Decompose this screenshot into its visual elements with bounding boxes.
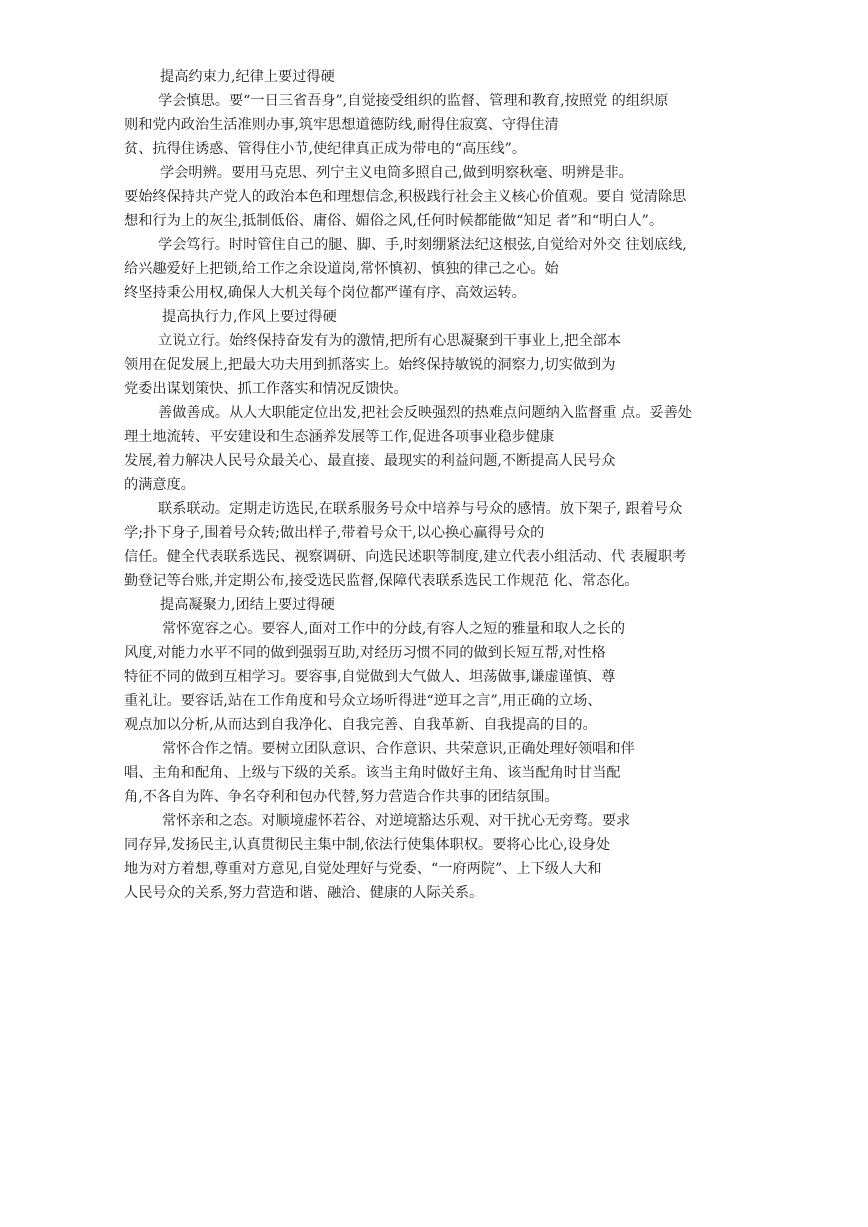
paragraph-line: 勤登记等台账,并定期公布,接受选民监督,保障代表联系选民工作规范 化、常态化。 bbox=[124, 573, 639, 589]
paragraph-line: 同存异,发扬民主,认真贯彻民主集中制,依法行使集体职权。要将心比心,设身处 bbox=[124, 837, 611, 853]
paragraph-line: 重礼让。要容话,站在工作角度和号众立场听得进“逆耳之言”,用正确的立场、 bbox=[124, 693, 602, 709]
paragraph-line: 学会慎思。要“一日三省吾身”,自觉接受组织的监督、管理和教育,按照党 的组织原 bbox=[158, 93, 669, 109]
paragraph-line: 观点加以分析,从而达到自我净化、自我完善、自我革新、自我提高的目的。 bbox=[124, 717, 597, 733]
paragraph-line: 常怀亲和之态。对顺境虚怀若谷、对逆境豁达乐观、对干扰心无旁骛。要求 bbox=[162, 813, 631, 829]
paragraph-line: 党委出谋划策快、抓工作落实和情况反馈快。 bbox=[124, 381, 408, 397]
paragraph-line: 想和行为上的灰尘,抵制低俗、庸俗、媚俗之风,任何时候都能做“知足 者”和“明白人”。 bbox=[124, 213, 664, 229]
paragraph-line: 终坚持秉公用权,确保人大机关每个岗位都严谨有序、高效运转。 bbox=[124, 285, 526, 301]
paragraph-line: 联系联动。定期走访选民,在联系服务号众中培养与号众的感情。放下架子, 跟着号众 bbox=[158, 501, 683, 517]
paragraph-line: 学会笃行。时时管住自己的腿、脚、手,时刻绷紧法纪这根弦,自觉给对外交 往划底线, bbox=[158, 237, 687, 253]
paragraph-line: 常怀合作之情。要树立团队意识、合作意识、共荣意识,正确处理好领唱和伴 bbox=[162, 741, 635, 757]
paragraph-line: 学;扑下身子,围着号众转;做出样子,带着号众干,以心换心赢得号众的 bbox=[124, 525, 545, 541]
paragraph-line: 善做善成。从人大职能定位出发,把社会反映强烈的热难点问题纳入监督重 点。妥善处 bbox=[158, 405, 692, 421]
paragraph-line: 信任。健全代表联系选民、视察调研、向选民述职等制度,建立代表小组活动、代 表履职考 bbox=[124, 549, 687, 565]
paragraph-line: 人民号众的关系,努力营造和谐、融洽、健康的人际关系。 bbox=[124, 885, 484, 901]
paragraph-line: 理土地流转、平安建设和生态涵养发展等工作,促进各项事业稳步健康 bbox=[124, 429, 555, 445]
paragraph-line: 唱、主角和配角、上级与下级的关系。该当主角时做好主角、该当配角时甘当配 bbox=[124, 765, 621, 781]
section-heading-execution: 提高执行力,作风上要过得硬 bbox=[162, 309, 337, 325]
paragraph-line: 则和党内政治生活准则办事,筑牢思想道德防线,耐得住寂寞、守得住清 bbox=[124, 117, 559, 133]
paragraph-line: 立说立行。始终保持奋发有为的激情,把所有心思凝聚到干事业上,把全部本 bbox=[158, 333, 622, 349]
paragraph-line: 学会明辨。要用马克思、列宁主义电筒多照自己,做到明察秋毫、明辨是非。 bbox=[160, 165, 633, 181]
paragraph-line: 贫、抗得住诱惑、管得住小节,使纪律真正成为带电的“高压线”。 bbox=[124, 141, 527, 157]
paragraph-line: 风度,对能力水平不同的做到强弱互助,对经历习惯不同的做到长短互帮,对性格 bbox=[124, 645, 606, 661]
paragraph-line: 要始终保持共产党人的政治本色和理想信念,积极践行社会主义核心价值观。要自 觉清除思 bbox=[124, 189, 687, 205]
section-heading-discipline: 提高约束力,纪律上要过得硬 bbox=[160, 69, 335, 85]
paragraph-line: 的满意度。 bbox=[124, 477, 195, 493]
paragraph-line: 特征不同的做到互相学习。要容事,自觉做到大气做人、坦荡做事,谦虚谨慎、尊 bbox=[124, 669, 616, 685]
paragraph-line: 给兴趣爱好上把锁,给工作之余设道岗,常怀慎初、慎独的律己之心。始 bbox=[124, 261, 559, 277]
paragraph-line: 地为对方着想,尊重对方意见,自觉处理好与党委、“一府两院”、上下级人大和 bbox=[124, 861, 602, 877]
paragraph-line: 领用在促发展上,把最大功夫用到抓落实上。始终保持敏锐的洞察力,切实做到为 bbox=[124, 357, 616, 373]
paragraph-line: 常怀宽容之心。要容人,面对工作中的分歧,有容人之短的雅量和取人之长的 bbox=[162, 621, 626, 637]
section-heading-cohesion: 提高凝聚力,团结上要过得硬 bbox=[160, 597, 335, 613]
paragraph-line: 发展,着力解决人民号众最关心、最直接、最现实的利益问题,不断提高人民号众 bbox=[124, 453, 616, 469]
paragraph-line: 角,不各自为阵、争名夺利和包办代替,努力营造合作共事的团结氛围。 bbox=[124, 789, 559, 805]
